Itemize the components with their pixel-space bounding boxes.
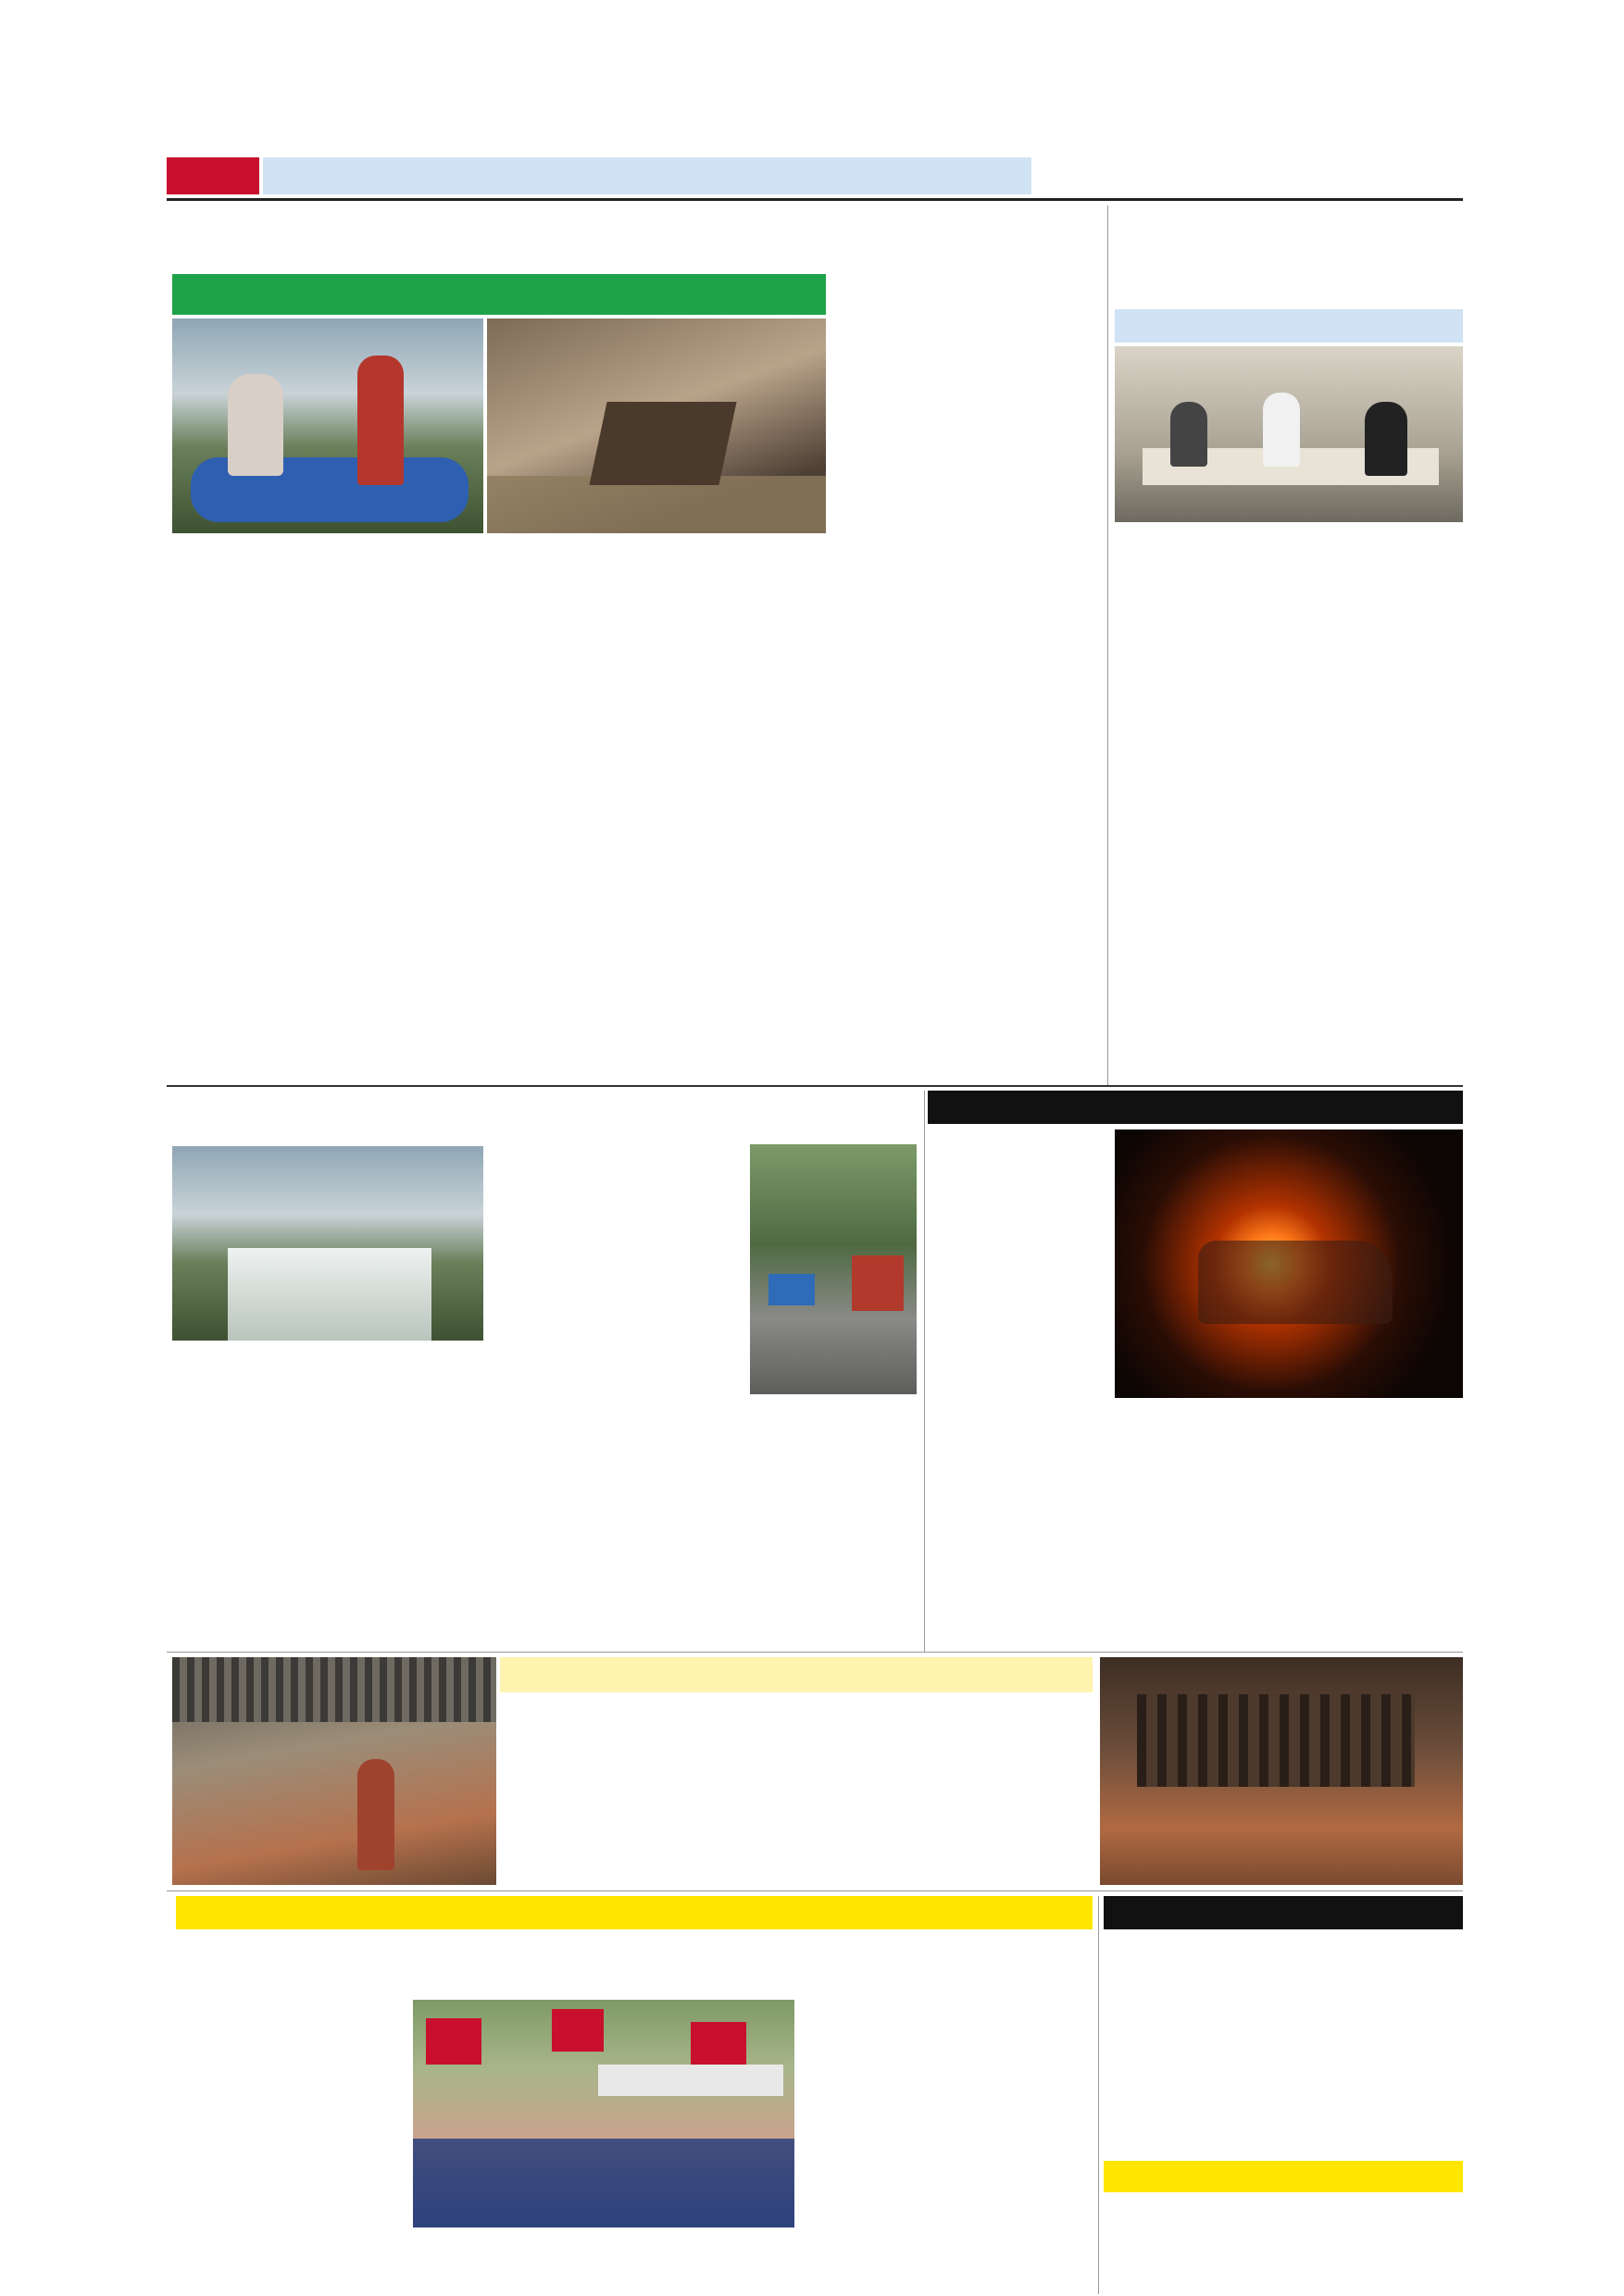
story6-body-cont (800, 2000, 1094, 2227)
row-divider (167, 1652, 1463, 1653)
story8-body (1104, 2196, 1463, 2289)
attendee-figure (1263, 393, 1300, 467)
story7-body (1104, 1933, 1463, 2155)
page-number-badge (167, 157, 259, 194)
story6-headline (172, 1931, 1094, 1996)
rescuer-figure (357, 356, 404, 485)
story1-subhead-bar (172, 274, 826, 315)
protester-crowd (413, 2139, 794, 2227)
story3-body-top (491, 1146, 741, 1341)
attendee-figure (1170, 402, 1207, 467)
story4-body-cont (1115, 1404, 1463, 1648)
story6-body-bottom (413, 2231, 1094, 2268)
burning-car (1198, 1241, 1393, 1324)
protest-banner (598, 2065, 783, 2096)
traffic-jam-photo (750, 1144, 917, 1394)
villager-figure (357, 1759, 394, 1870)
story8-headline-bar (1104, 2161, 1463, 2192)
issue-date (1296, 163, 1463, 191)
col-divider (924, 1091, 925, 1652)
broken-roof (172, 1657, 496, 1722)
col-divider (1107, 206, 1108, 1085)
story1-headline (167, 206, 1102, 268)
rescued-woman-figure (228, 374, 283, 476)
story3-body-right (746, 1454, 920, 1648)
story6-kicker-bar (176, 1896, 1093, 1929)
masthead (1083, 156, 1287, 196)
collapsed-house-photo-2 (1100, 1657, 1463, 1885)
flood-debris-photo (487, 318, 826, 533)
story6-body (172, 2000, 407, 2215)
attendee-figure (1365, 402, 1407, 476)
protest-photo (413, 2000, 794, 2227)
story3-headline (167, 1091, 917, 1142)
stranded-car (768, 1274, 815, 1305)
story7-headline-bar (1104, 1896, 1463, 1929)
stranded-truck (852, 1255, 904, 1311)
waterfall-photo (172, 1146, 483, 1341)
story1-body (172, 541, 826, 1081)
header-rule (167, 198, 1463, 201)
story5-body (502, 1698, 1094, 1883)
minister-meeting-photo (1115, 346, 1463, 522)
car-fire-photo (1115, 1129, 1463, 1398)
traffic-photo-caption (746, 1396, 920, 1452)
row-divider (167, 1890, 1463, 1891)
story2-headline (1115, 206, 1467, 306)
story2-subhead-bar (1115, 309, 1463, 343)
red-flag (426, 2018, 481, 2065)
collapsed-wall (1137, 1694, 1415, 1787)
flood-rescue-photo (172, 318, 483, 533)
story3-body (172, 1346, 746, 1652)
col-divider (1098, 1896, 1099, 2294)
story5-headline-bar (500, 1657, 1093, 1692)
red-flag (691, 2022, 746, 2068)
row-divider (167, 1085, 1463, 1087)
red-flag (552, 2009, 604, 2052)
page-header (167, 156, 1463, 196)
collapsed-house-photo-1 (172, 1657, 496, 1885)
story1-body-cont (833, 274, 1102, 1081)
story4-body (928, 1129, 1109, 1648)
rushing-water (228, 1248, 431, 1341)
debris-pile (589, 402, 736, 485)
story2-body (1115, 528, 1463, 861)
story4-headline-bar (928, 1091, 1463, 1124)
section-title-bar (263, 157, 1031, 194)
